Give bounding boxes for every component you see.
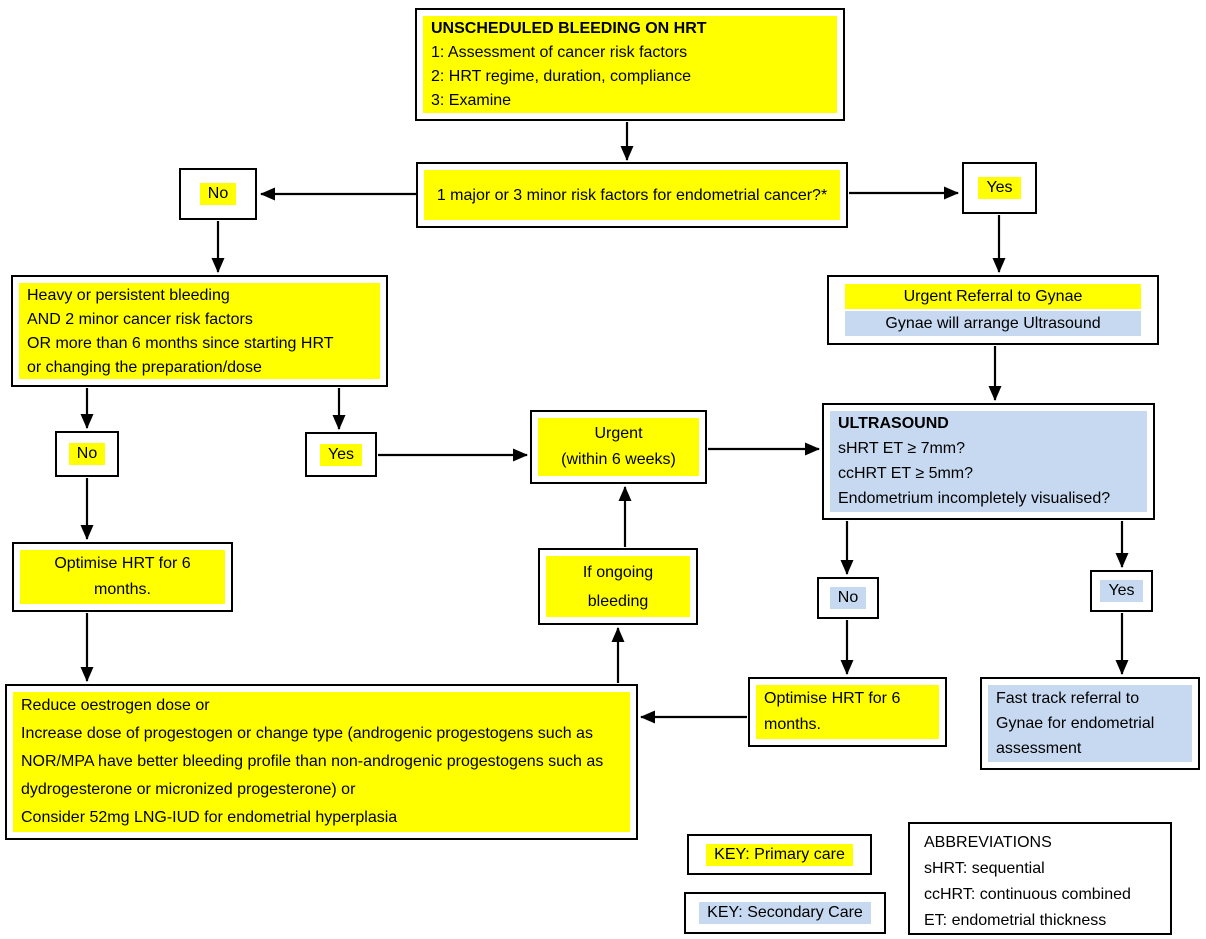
node-no-ultrasound-label: No bbox=[830, 587, 866, 609]
node-yes-top bbox=[962, 162, 1037, 214]
node-ultrasound-line: ccHRT ET ≥ 5mm? bbox=[838, 465, 974, 482]
node-yes-mid bbox=[305, 432, 377, 477]
node-urgent-referral-line1: Urgent Referral to Gynae bbox=[845, 284, 1140, 309]
node-start-line: 3: Examine bbox=[431, 92, 512, 109]
node-decision-risk-factors bbox=[416, 162, 848, 228]
key-primary-care bbox=[687, 834, 872, 875]
node-optimise-left-line: months. bbox=[94, 581, 151, 598]
abbreviations-title: ABBREVIATIONS bbox=[924, 834, 1052, 851]
node-optimise-left bbox=[12, 542, 233, 612]
node-criteria-line: OR more than 6 months since starting HRT bbox=[27, 335, 334, 352]
abbreviations-line: sHRT: sequential bbox=[924, 860, 1045, 877]
node-start-line: 1: Assessment of cancer risk factors bbox=[431, 44, 688, 61]
node-criteria bbox=[11, 275, 388, 387]
node-fast-track-text: Fast track referral to Gynae for endometrial assessment bbox=[988, 685, 1192, 762]
node-ultrasound bbox=[822, 403, 1155, 520]
node-urgent-referral-line2: Gynae will arrange Ultrasound bbox=[845, 311, 1140, 336]
node-yes-top-label: Yes bbox=[978, 177, 1020, 199]
node-reduce-line: Reduce oestrogen dose or bbox=[21, 697, 210, 714]
node-if-ongoing-bleeding bbox=[538, 548, 698, 625]
node-urgent-six-weeks-line: Urgent bbox=[594, 425, 643, 442]
node-reduce-line: Consider 52mg LNG-IUD for endometrial hyperplasia bbox=[21, 809, 398, 826]
node-no-top bbox=[179, 168, 257, 220]
node-if-ongoing-line: bleeding bbox=[587, 592, 649, 610]
node-urgent-six-weeks-line: (within 6 weeks) bbox=[561, 451, 676, 468]
node-decision-text: 1 major or 3 minor risk factors for endometrial cancer?* bbox=[424, 170, 840, 220]
node-fast-track bbox=[980, 677, 1200, 770]
node-criteria-line: AND 2 minor cancer risk factors bbox=[27, 311, 253, 328]
node-reduce-line: Increase dose of progestogen or change type (androgenic progestogens such as NOR/MPA have better bleeding profile than non-androgenic progestogens such as dydrogesterone or micronized progesterone) or bbox=[21, 725, 604, 798]
node-yes-ultrasound-label: Yes bbox=[1100, 580, 1142, 602]
node-optimise-mid-line: months. bbox=[764, 716, 821, 733]
abbreviations-line: ET: endometrial thickness bbox=[924, 912, 1107, 929]
node-optimise-left-line: Optimise HRT for 6 bbox=[54, 555, 191, 572]
node-criteria-line: Heavy or persistent bleeding bbox=[27, 287, 230, 304]
node-urgent-referral bbox=[827, 275, 1159, 345]
node-no-ultrasound bbox=[817, 577, 879, 619]
node-ultrasound-line: sHRT ET ≥ 7mm? bbox=[838, 440, 966, 457]
node-yes-ultrasound bbox=[1090, 570, 1153, 612]
node-no-left bbox=[55, 431, 119, 477]
node-if-ongoing-line: If ongoing bbox=[582, 563, 654, 581]
node-reduce-oestrogen bbox=[5, 684, 638, 840]
node-start-line: 2: HRT regime, duration, compliance bbox=[431, 68, 691, 85]
node-no-top-label: No bbox=[200, 183, 236, 205]
node-urgent-six-weeks bbox=[530, 410, 707, 484]
node-optimise-mid-line: Optimise HRT for 6 bbox=[764, 690, 901, 707]
node-start bbox=[415, 8, 845, 121]
node-yes-mid-label: Yes bbox=[320, 444, 362, 466]
abbreviations-line: ccHRT: continuous combined bbox=[924, 886, 1131, 903]
node-criteria-line: or changing the preparation/dose bbox=[27, 359, 262, 376]
node-no-left-label: No bbox=[69, 443, 105, 465]
node-optimise-mid bbox=[748, 677, 947, 747]
node-start-title: UNSCHEDULED BLEEDING ON HRT bbox=[431, 20, 707, 37]
key-secondary-care bbox=[684, 892, 886, 934]
node-ultrasound-title: ULTRASOUND bbox=[838, 415, 949, 432]
key-primary-care-label: KEY: Primary care bbox=[706, 844, 853, 866]
node-ultrasound-line: Endometrium incompletely visualised? bbox=[838, 490, 1111, 507]
key-secondary-care-label: KEY: Secondary Care bbox=[699, 902, 871, 924]
abbreviations-box bbox=[908, 822, 1172, 935]
